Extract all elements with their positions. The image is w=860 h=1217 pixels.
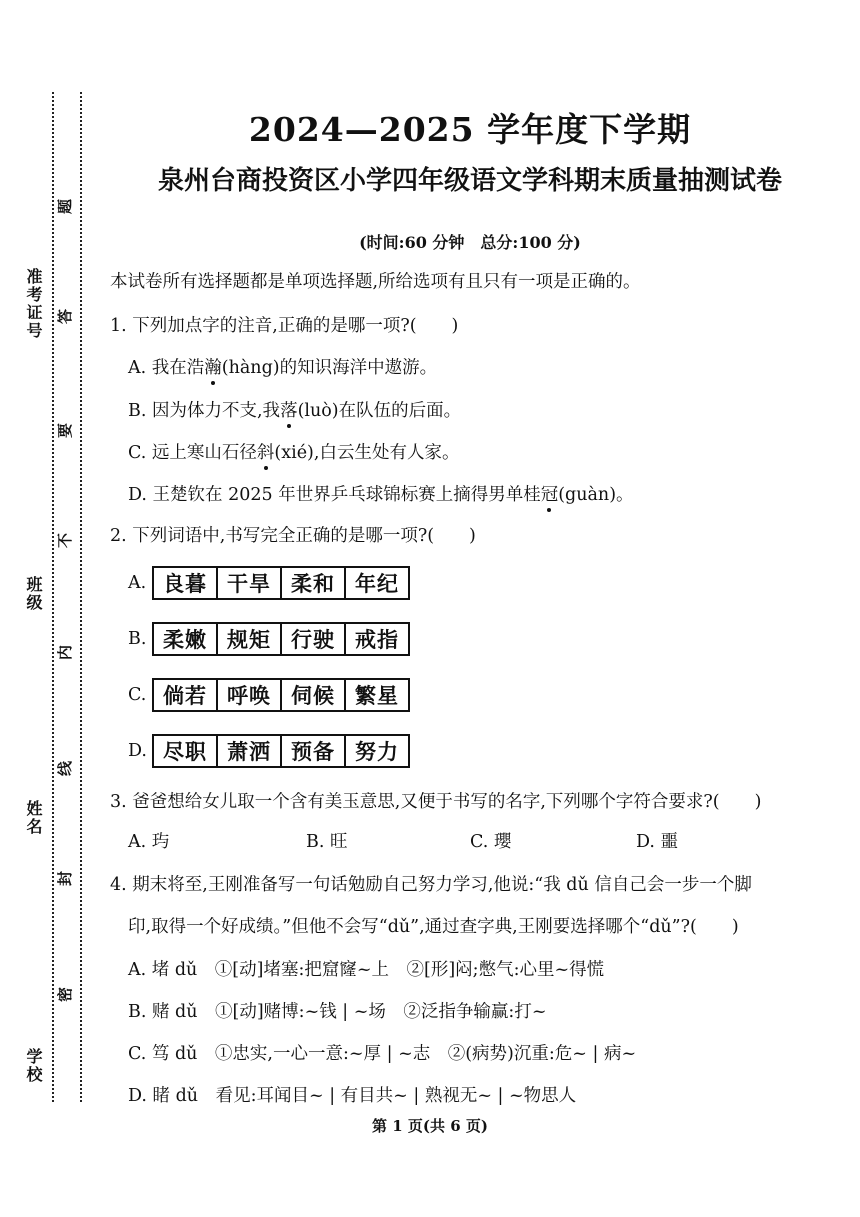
word-box: 良暮 bbox=[154, 568, 218, 598]
q1-option-c: C. 远上寒山石径斜(xié),白云生处有人家。 bbox=[128, 439, 459, 464]
q2-row-label: C. bbox=[128, 685, 147, 705]
word-box: 规矩 bbox=[218, 624, 282, 654]
exam-number-label: 准考证号 bbox=[24, 268, 43, 340]
q2-row-a bbox=[128, 566, 410, 600]
seal-char-ti: 题 bbox=[56, 198, 75, 215]
word-box: 行驶 bbox=[282, 624, 346, 654]
q4-stem-line1: 4. 期末将至,王刚准备写一句话勉励自己努力学习,他说:“我 dǔ 信自己会一步一个脚 bbox=[110, 875, 752, 895]
q4-option-d: D. 睹 dǔ 看见:耳闻目~ | 有目共~ | 熟视无~ | ~物思人 bbox=[128, 1086, 577, 1106]
q4-stem-line2: 印,取得一个好成绩。”但他不会写“dǔ”,通过查字典,王刚要选择哪个“dǔ”?( ) bbox=[128, 917, 739, 937]
q3-stem: 3. 爸爸想给女儿取一个含有美玉意思,又便于书写的名字,下列哪个字符合要求?( ) bbox=[110, 792, 762, 812]
school-label: 学校 bbox=[24, 1048, 43, 1084]
seal-char-xian: 线 bbox=[56, 760, 75, 777]
q4-option-b: B. 赌 dǔ ①[动]赌博:~钱 | ~场 ②泛指争输赢:打~ bbox=[128, 1002, 547, 1022]
word-box: 预备 bbox=[282, 736, 346, 766]
q2-row-c bbox=[128, 678, 410, 712]
word-box: 伺候 bbox=[282, 680, 346, 710]
word-box: 干旱 bbox=[218, 568, 282, 598]
q2-row-label: D. bbox=[128, 741, 147, 761]
q2-row-d bbox=[128, 734, 410, 768]
instructions: 本试卷所有选择题都是单项选择题,所给选项有且只有一项是正确的。 bbox=[110, 272, 641, 292]
q1-stem: 1. 下列加点字的注音,正确的是哪一项?( ) bbox=[110, 316, 459, 336]
q3-choice-a: A. 玙 bbox=[128, 832, 170, 852]
page-footer: 第 1 页(共 6 页) bbox=[372, 1117, 488, 1135]
word-box: 尽职 bbox=[154, 736, 218, 766]
dotted-char: 落 bbox=[280, 397, 298, 422]
q3-choice-c: C. 瓔 bbox=[470, 832, 512, 852]
q1-option-b: B. 因为体力不支,我落(luò)在队伍的后面。 bbox=[128, 397, 461, 422]
dotted-char: 冠 bbox=[541, 481, 559, 506]
q3-choice-d: D. 噩 bbox=[636, 832, 679, 852]
exam-title: 2024—2025 学年度下学期 bbox=[248, 110, 692, 149]
word-box: 年纪 bbox=[355, 572, 399, 596]
exam-subtitle: 泉州台商投资区小学四年级语文学科期末质量抽测试卷 bbox=[157, 166, 782, 196]
q1-option-d: D. 王楚钦在 2025 年世界乒乓球锦标赛上摘得男单桂冠(guàn)。 bbox=[128, 481, 634, 506]
binding-line-right bbox=[80, 92, 82, 1102]
word-boxes bbox=[152, 622, 410, 656]
q2-stem: 2. 下列词语中,书写完全正确的是哪一项?( ) bbox=[110, 526, 476, 546]
dotted-char: 瀚 bbox=[204, 354, 222, 379]
word-boxes bbox=[152, 734, 410, 768]
q2-row-label: B. bbox=[128, 629, 147, 649]
seal-char-feng: 封 bbox=[56, 870, 75, 887]
seal-char-bu: 不 bbox=[56, 532, 75, 549]
q3-choice-b: B. 旺 bbox=[306, 832, 348, 852]
name-label: 姓名 bbox=[24, 800, 43, 836]
seal-char-yao: 要 bbox=[56, 422, 75, 439]
dotted-char: 斜 bbox=[257, 439, 275, 464]
word-box: 呼唤 bbox=[218, 680, 282, 710]
word-box: 萧洒 bbox=[218, 736, 282, 766]
word-box: 柔嫩 bbox=[154, 624, 218, 654]
q1-option-a: A. 我在浩瀚(hàng)的知识海洋中遨游。 bbox=[128, 354, 437, 379]
seal-char-da: 答 bbox=[56, 308, 75, 325]
word-box: 柔和 bbox=[282, 568, 346, 598]
seal-char-mi: 密 bbox=[56, 986, 75, 1003]
q2-row-b bbox=[128, 622, 410, 656]
q4-option-c: C. 笃 dǔ ①忠实,一心一意:~厚 | ~志 ②(病势)沉重:危~ | 病~ bbox=[128, 1044, 637, 1064]
q4-option-a: A. 堵 dǔ ①[动]堵塞:把窟窿~上 ②[形]闷;憋气:心里~得慌 bbox=[128, 960, 605, 980]
seal-char-nei: 内 bbox=[56, 644, 75, 661]
word-box: 倘若 bbox=[154, 680, 218, 710]
word-boxes bbox=[152, 678, 410, 712]
q2-row-label: A. bbox=[128, 573, 147, 593]
word-box: 努力 bbox=[355, 740, 399, 764]
word-boxes bbox=[152, 566, 410, 600]
word-box: 繁星 bbox=[355, 684, 399, 708]
word-box: 戒指 bbox=[355, 628, 399, 652]
exam-meta: (时间:60 分钟 总分:100 分) bbox=[359, 233, 581, 252]
binding-line-left bbox=[52, 92, 54, 1102]
class-label: 班级 bbox=[24, 576, 43, 612]
